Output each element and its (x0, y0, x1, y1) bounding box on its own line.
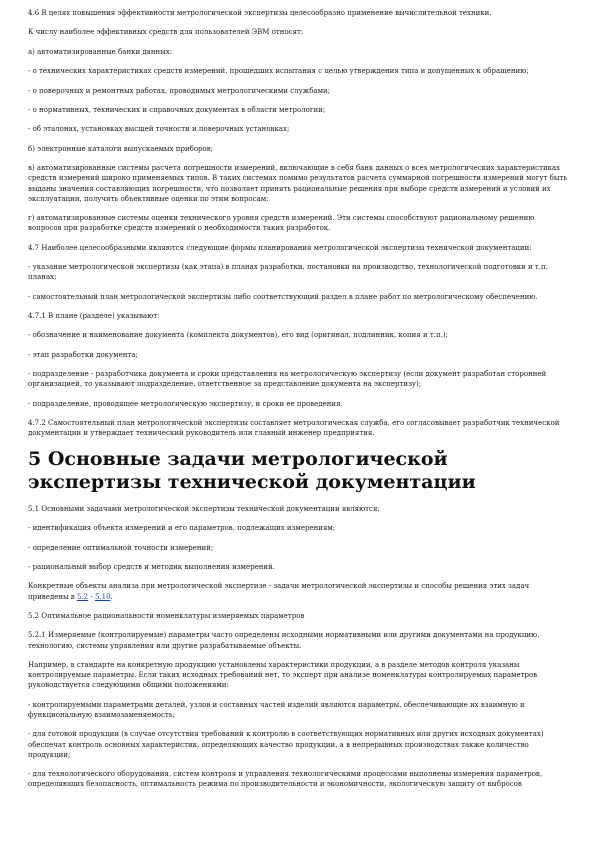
link-5-2[interactable]: 5.2 (76, 592, 89, 601)
list-item: - указание метрологической экспертизы (как этапа) в планах разработки, постановки на производство, технологической подготовки и т.п. планах; (28, 263, 548, 282)
list-item: - идентификация объекта измерений и его параметров, подлежащих измерениям; (28, 524, 336, 533)
concrete-end: . (110, 592, 113, 601)
paragraph-5-2-1: 5.2.1 Измеряемые (контролируемые) параметры часто определены исходными нормативными или другими документами на продукцию, технологию, системы управления или другие разрабатываемые объекты. (28, 631, 540, 650)
section-heading: 5 Основные задачи метрологической экспертизы технической документации (28, 447, 476, 493)
list-item: - рациональный выбор средств и методик выполнения измерений. (28, 563, 275, 572)
list-title-b: б) электронные каталоги выпускаемых приборов; (28, 144, 214, 153)
paragraph-4-7-1: 4.7.1 В плане (разделе) указывают: (28, 312, 160, 321)
list-item: - подразделение, проводящее метрологическую экспертизу, и сроки ее проведения. (28, 399, 343, 408)
list-item: - определение оптимальной точности измерений; (28, 543, 214, 552)
concrete-text: Конкретные объекты анализа при метрологической экспертизе - задачи метрологической экспертизы и способы решения этих задач приведены в (28, 582, 530, 601)
paragraph-5-1: 5.1 Основными задачами метрологической экспертизы технической документации являются: (28, 504, 380, 513)
list-item: - об эталонах, установках высшей точности и поверочных установках; (28, 125, 290, 134)
paragraph-concrete (28, 581, 569, 601)
paragraph-4-6: 4.6 В целях повышения эффективности метрологической экспертизы целесообразно применение вычислительной техники. (28, 9, 492, 17)
list-item: - для технологического оборудования, систем контроля и управления технологическими процессами выполнены измерения параметров, определяющих безопасность, оптимальность режима по производительности и экономичности, экологическую защиту от выбросов (28, 770, 543, 789)
paragraph-5-2: 5.2 Оптимальное рациональности номенклатуры измеряемых параметров (28, 612, 305, 620)
list-item: - о поверочных и ремонтных работах, проводимых метрологическими службами; (28, 86, 331, 95)
list-title-a: а) автоматизированные банки данных: (28, 47, 173, 56)
list-item: - контролируемыми параметрами деталей, узлов и составных частей изделий являются параметры, обеспечивающие их взаимную и функциональную взаимозаменяемость; (28, 700, 525, 719)
link-5-10[interactable]: 5.10 (94, 592, 111, 601)
list-item: - самостоятельный план метрологической экспертизы либо соответствующий раздел в плане работ по метрологическому обеспечению. (28, 292, 538, 301)
list-item: - для готовой продукции (в случае отсутствия требований к контролю в соответствующих нормативных или других исходных документах) обеспечат контроль основных характеристик, определяющих качество продукции, а в непрерывных производствах также количество продукции; (28, 730, 544, 759)
paragraph-g: г) автоматизированные системы оценки технического уровня средств измерений. Эти системы способствуют рациональному решению вопросов при разработке средств измерений о необходимости таких разработок. (28, 214, 535, 233)
list-item: - о технических характеристиках средств измерений, прошедших испытания с целью утверждения типа и допущенных к обращению; (28, 67, 529, 76)
list-item: - подразделение - разработчика документа и сроки представления на метрологическую экспертизу (если документ разработан сторонней организацией, то указывают подразделение, ответственное за представление документа на экспертизу); (28, 370, 547, 389)
list-item: - обозначение и наименование документа (комплекта документов), его вид (оригинал, подлинник, копия и т.п.); (28, 331, 448, 340)
paragraph-4-7: 4.7 Наиболее целесообразными являются следующие формы планирования метрологической экспертизы технической документации: (28, 243, 532, 252)
link-separator: - (88, 592, 95, 601)
list-item: - о нормативных, технических и справочных документах в области метрологии; (28, 105, 326, 114)
paragraph-4-7-2: 4.7.2 Самостоятельный план метрологической экспертизы составляет метрологическая служба, его согласовывает разработчик технической документации и утверждает технический руководитель или главный инженер предприятия. (28, 419, 560, 438)
paragraph-intro: К числу наиболее эффективных средств для пользователей ЭВМ относят: (28, 28, 304, 37)
paragraph-v: в) автоматизированные системы расчета погрешности измерений, включающие в себя банк данных о всех метрологических характеристиках средств измерений широко применяемых типов. В таких системах помимо результатов расчета суммарной погрешности измерений могут быть выданы значения составляющих погрешности, что позволяет принять рациональные решения при выборе средств измерений и условий их эксплуатации, получить объективные оценки по этим вопросам; (28, 164, 568, 203)
paragraph-example: Например, в стандарте на конкретную продукцию установлены характеристики продукции, а в разделе методов контроля указаны контролируемые параметры. Если таких исходных требований нет, то эксперт при анализе номенклатуры контролируемых параметров руководствуется следующими общими положениями: (28, 660, 538, 690)
list-item: - этап разработки документа; (28, 350, 138, 359)
